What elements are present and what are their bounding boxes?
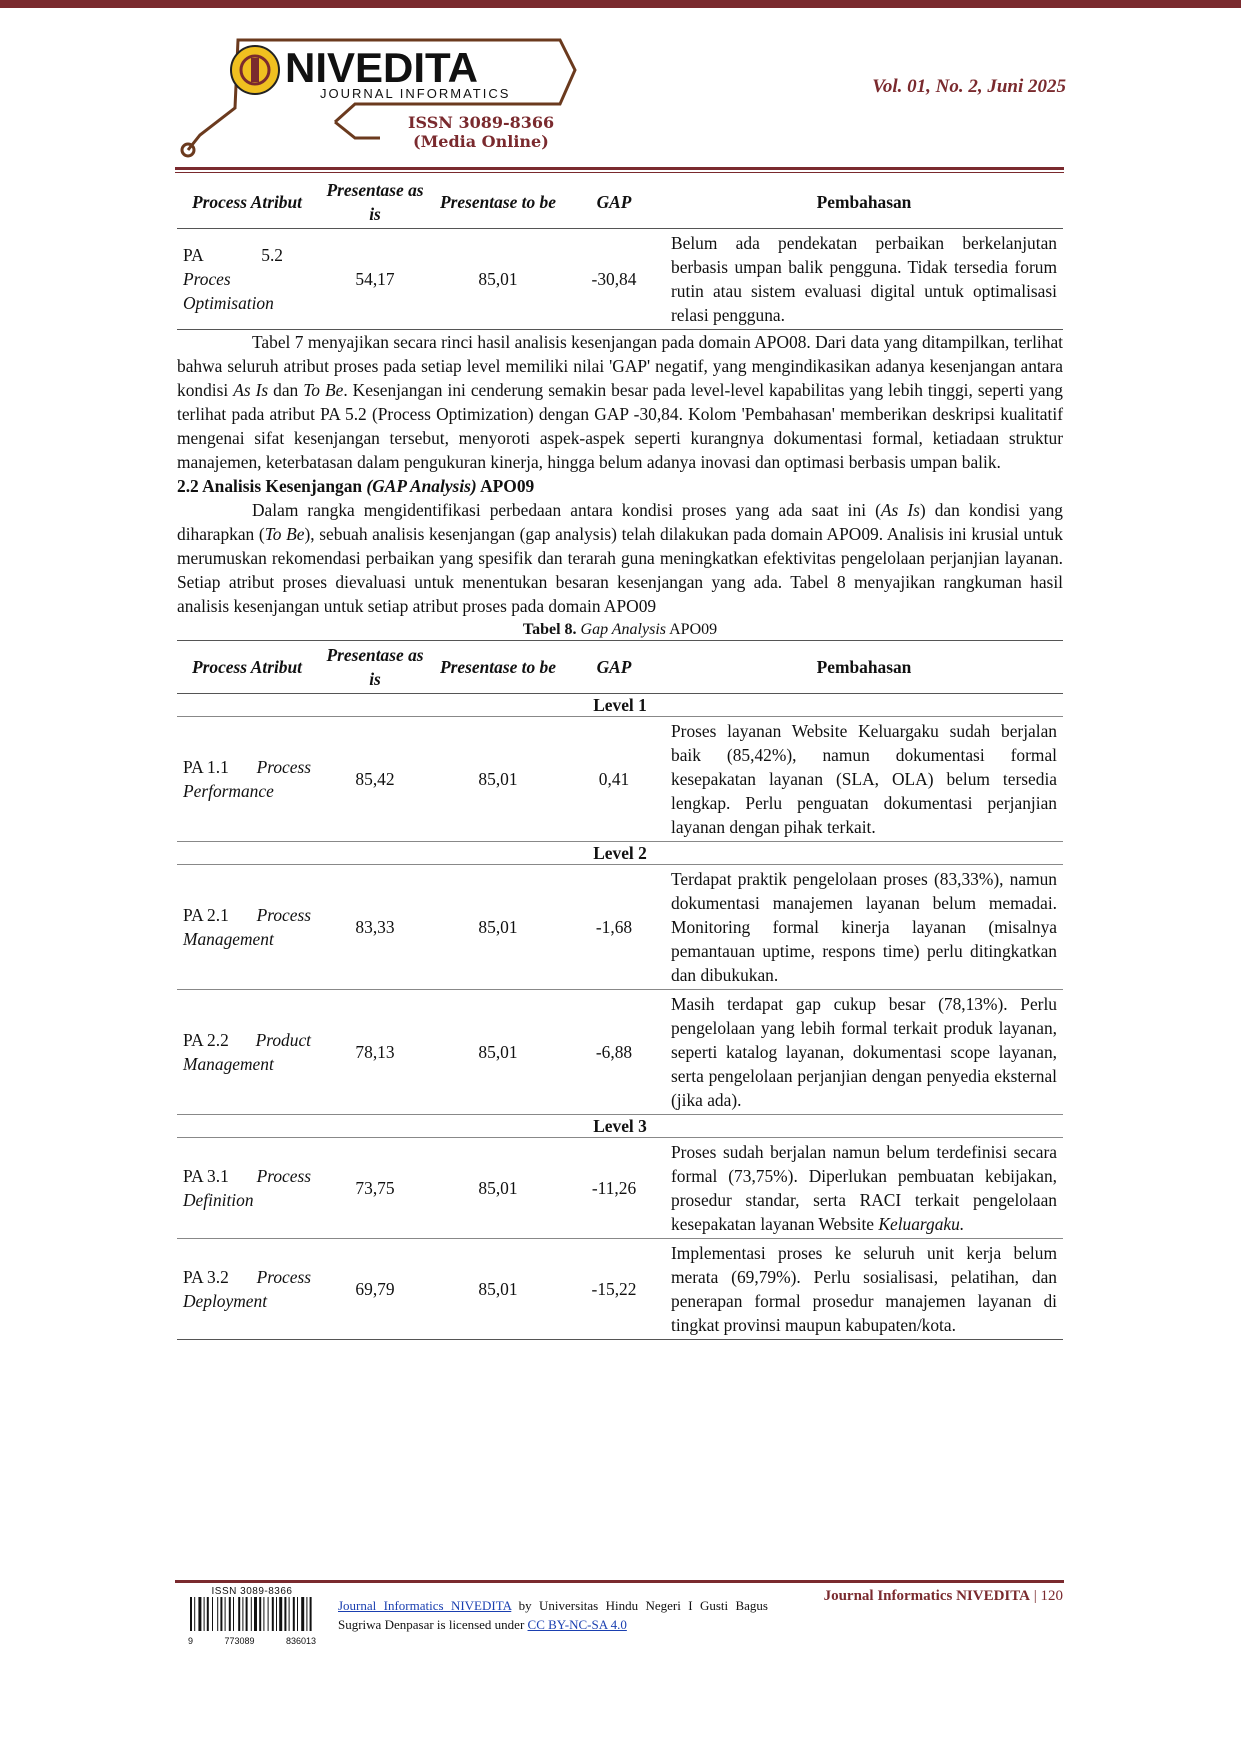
cell-attribute: PA 2.2 Product Management <box>183 1030 311 1074</box>
footer-journal: Journal Informatics NIVEDITA | 120 <box>823 1588 1063 1604</box>
barcode-bar <box>194 1597 195 1631</box>
paragraph-apo09-intro: Dalam rangka mengidentifikasi perbedaan antara kondisi proses yang ada saat ini (As Is) dan kondisi yang diharapkan (To Be), sebuah analisis kesenjangan (gap analysis) telah dilakukan pada domain APO09. Analisis ini krusial untuk merumuskan rekomendasi perbaikan yang spesifik dan terarah guna meningkatkan efektivitas pengelolaan perjanjian layanan. Setiap atribut proses dievaluasi untuk menentukan besaran kesenjangan yang ada. Tabel 8 menyajikan rangkuman hasil analisis kesenjangan untuk setiap atribut proses pada domain APO09 <box>177 500 1063 616</box>
level-row <box>177 694 1063 717</box>
cell-gap: 0,41 <box>598 769 630 789</box>
footer-rule <box>175 1580 1064 1583</box>
barcode-bar <box>217 1597 218 1631</box>
issn-barcode: ISSN 3089-8366 9 773089 836013 <box>188 1586 316 1646</box>
barcode-bar <box>293 1597 295 1631</box>
barcode-bar <box>254 1597 257 1631</box>
cell-as-is: 85,42 <box>355 769 395 789</box>
cell-discussion: Terdapat praktik pengelolaan proses (83,33%), namun dokumentasi manajemen layanan belum memadai. Monitoring formal kinerja layanan (misalnya pemantauan uptime, respons time) perlu ditingkatkan dan dibukukan. <box>671 869 1057 985</box>
th-as-is: Presentase as is <box>317 641 433 694</box>
cell-as-is: 69,79 <box>317 1239 433 1340</box>
level-row <box>177 842 1063 865</box>
cell-to-be: 85,01 <box>478 1042 518 1062</box>
header-rule-thin <box>175 172 1064 173</box>
cell-as-is: 73,75 <box>355 1178 395 1198</box>
th-process-atribut: Process Atribut <box>177 641 317 694</box>
section-heading: 2.2 Analisis Kesenjangan (GAP Analysis) APO09 <box>177 476 535 496</box>
th-to-be: Presentase to be <box>433 641 563 694</box>
barcode-bar <box>259 1597 261 1631</box>
th-as-is: Presentase as is <box>317 176 433 229</box>
cell-to-be: 85,01 <box>478 769 518 789</box>
level-row <box>177 1115 1063 1138</box>
cell-discussion: Masih terdapat gap cukup besar (78,13%). Perlu pengelolaan yang lebih formal terkait produk layanan, seperti katalog layanan, dokumentasi scope layanan, serta pengelolaan perjanjian dengan penyedia eksternal (jika ada). <box>671 994 1057 1110</box>
th-gap: GAP <box>563 176 665 229</box>
cell-gap: -15,22 <box>563 1239 665 1340</box>
cell-attribute: PA 5.2 Proces Optimisation <box>177 229 317 330</box>
barcode-bar <box>263 1597 264 1631</box>
barcode-bar <box>229 1597 231 1631</box>
cell-discussion: Implementasi proses ke seluruh unit kerja belum merata (69,79%). Perlu sosialisasi, pelatihan, dan penerapan formal prosedur manajemen layanan di tingkat provinsi maupun kabupaten/kota. <box>665 1239 1063 1340</box>
cell-gap: -30,84 <box>563 229 665 330</box>
barcode-bar <box>276 1597 277 1631</box>
license-link[interactable]: CC BY-NC-SA 4.0 <box>527 1617 627 1632</box>
table-7-continued <box>177 176 1063 330</box>
table-8-gap-analysis <box>177 640 1063 1340</box>
barcode-bar <box>301 1597 304 1631</box>
table-row <box>177 717 1063 842</box>
barcode-bar <box>268 1597 269 1631</box>
barcode-bar <box>190 1597 192 1631</box>
table-row <box>177 990 1063 1115</box>
cell-attribute: PA 3.1 Process Definition <box>183 1166 311 1210</box>
cell-as-is: 54,17 <box>317 229 433 330</box>
th-process-atribut: Process Atribut <box>177 176 317 229</box>
cell-discussion: Belum ada pendekatan perbaikan berkelanjutan berbasis umpan balik pengguna. Tidak tersedia forum rutin atau sistem evaluasi digital untuk optimalisasi relasi pengguna. <box>665 229 1063 330</box>
barcode-bar <box>297 1597 298 1631</box>
level-label: Level 1 <box>177 694 1063 717</box>
license-text: Journal Informatics NIVEDITA by Universitas Hindu Negeri I Gusti Bagus Sugriwa Denpasar is licensed under CC BY-NC-SA 4.0 <box>338 1598 768 1632</box>
cell-as-is: 78,13 <box>355 1042 395 1062</box>
top-accent-bar <box>0 0 1241 8</box>
table-8-caption: Tabel 8. Gap Analysis APO09 <box>522 621 718 638</box>
page-content <box>177 176 1063 1340</box>
cell-discussion: Proses layanan Website Keluargaku sudah berjalan baik (85,42%), namun dokumentasi formal kesepakatan layanan (SLA, OLA) belum tersedia lengkap. Perlu penguatan dokumentasi perjanjian layanan dengan pihak terkait. <box>671 721 1057 837</box>
th-pembahasan: Pembahasan <box>665 176 1063 229</box>
barcode-bar <box>233 1597 234 1631</box>
barcode-bar <box>212 1597 213 1631</box>
cell-attribute: PA 3.2 Process Deployment <box>177 1239 317 1340</box>
paragraph-table7-summary: Tabel 7 menyajikan secara rinci hasil analisis kesenjangan pada domain APO08. Dari data yang ditampilkan, terlihat bahwa seluruh atribut proses pada setiap level memiliki nilai 'GAP' negatif, yang mengindikasikan adanya kesenjangan antara kondisi As Is dan To Be. Kesenjangan ini cenderung semakin besar pada level-level kapabilitas yang lebih tinggi, seperti yang terlihat pada atribut PA 5.2 (Process Optimization) dengan GAP -30,84. Kolom 'Pembahasan' memberikan deskripsi kualitatif mengenai sifat kesenjangan tersebut, menyoroti aspek-aspek seperti kurangnya dokumentasi formal, ketiadaan struktur manajemen, keterbatasan dalam pengukuran kinerja, hingga belum adanya inovasi dan optimasi berbasis umpan balik. <box>177 332 1063 472</box>
barcode-bar <box>251 1597 252 1631</box>
page-number: 120 <box>1040 1588 1063 1604</box>
table-row <box>177 1138 1063 1239</box>
th-to-be: Presentase to be <box>433 176 563 229</box>
volume-issue: Vol. 01, No. 2, Juni 2025 <box>872 76 1066 97</box>
barcode-bar <box>198 1597 201 1631</box>
cell-discussion: Proses sudah berjalan namun belum terdefinisi secara formal (73,75%). Diperlukan pembuatan kebijakan, prosedur standar, serta RACI terkait pengelolaan kesepakatan layanan Website Keluargaku. <box>671 1142 1057 1234</box>
cell-to-be: 85,01 <box>433 1239 563 1340</box>
table-row <box>177 865 1063 990</box>
logo-subtitle: JOURNAL INFORMATICS <box>320 86 511 101</box>
barcode-bar <box>279 1597 282 1631</box>
table-row <box>177 1239 1063 1340</box>
header-rule <box>175 167 1064 170</box>
barcode-bar <box>284 1597 286 1631</box>
table-row <box>177 229 1063 330</box>
level-label: Level 3 <box>177 1115 1063 1138</box>
cell-gap: -11,26 <box>591 1178 637 1198</box>
level-label: Level 2 <box>177 842 1063 865</box>
barcode-bar <box>225 1597 226 1631</box>
cell-attribute: PA 1.1 Process Performance <box>183 757 311 801</box>
cell-to-be: 85,01 <box>433 229 563 330</box>
th-gap: GAP <box>563 641 665 694</box>
barcode-bar <box>289 1597 290 1631</box>
logo-title: NIVEDITA <box>285 44 478 91</box>
barcode-bar <box>220 1597 222 1631</box>
cell-as-is: 83,33 <box>355 917 395 937</box>
cell-attribute: PA 2.1 Process Management <box>183 905 311 949</box>
th-pembahasan: Pembahasan <box>665 641 1063 694</box>
issn-text: ISSN 3089-8366 (Media Online) <box>408 113 555 151</box>
cell-to-be: 85,01 <box>478 917 518 937</box>
cell-gap: -6,88 <box>595 1042 633 1062</box>
journal-link[interactable]: Journal Informatics NIVEDITA <box>338 1598 512 1613</box>
cell-to-be: 85,01 <box>478 1178 518 1198</box>
barcode-bar <box>306 1597 307 1631</box>
barcode-bar <box>207 1597 209 1631</box>
barcode-bar <box>246 1597 248 1631</box>
barcode-bar <box>204 1597 205 1631</box>
barcode-image <box>188 1597 316 1631</box>
barcode-bar <box>242 1597 243 1631</box>
cell-gap: -1,68 <box>595 917 633 937</box>
barcode-bar <box>238 1597 240 1631</box>
barcode-bar <box>272 1597 274 1631</box>
barcode-bar <box>310 1597 312 1631</box>
